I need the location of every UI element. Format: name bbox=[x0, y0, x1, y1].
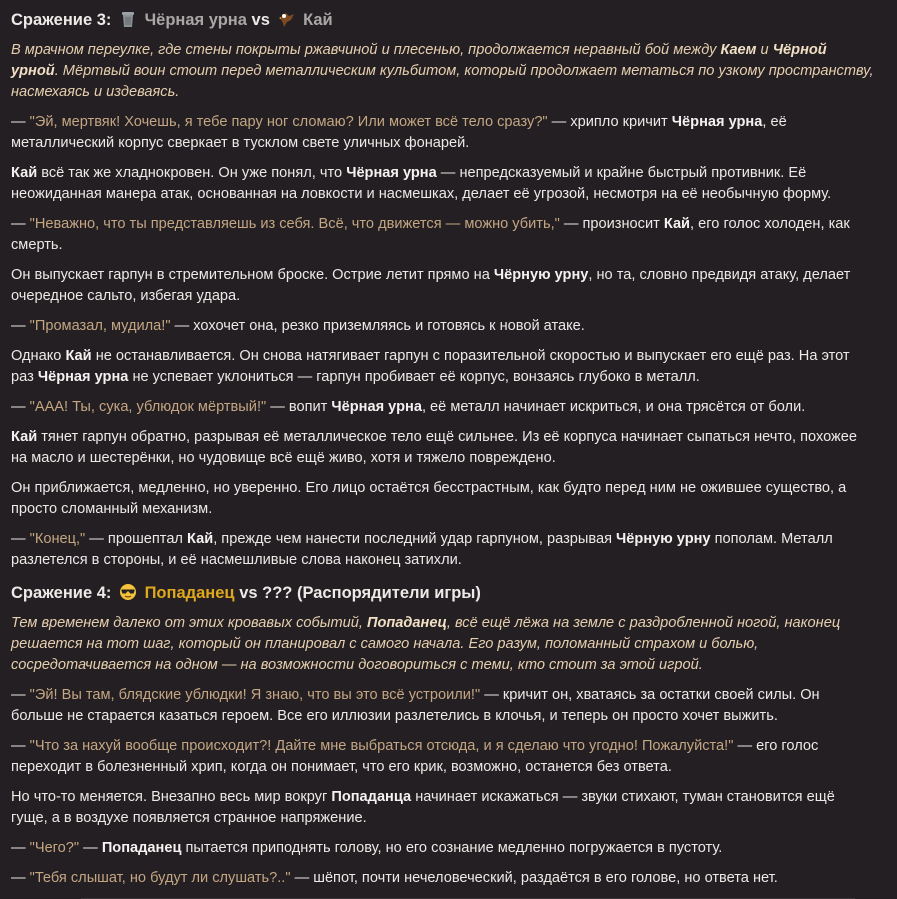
character-name: Кай bbox=[65, 348, 92, 364]
heading-prefix: Сражение 4: bbox=[11, 584, 112, 602]
text-span: — кричит он, хватаясь за остатки своей силы. Он больше не старается казаться героем. Все его иллюзии разлетелись в клочья, и теперь он просто хочет выжить. bbox=[11, 687, 820, 724]
fighter-b: ??? (Распорядители игры) bbox=[262, 584, 481, 602]
character-name: Чёрная урна bbox=[346, 165, 437, 181]
text-span: — bbox=[11, 399, 30, 415]
heading-prefix: Сражение 3: bbox=[11, 11, 112, 29]
text-span: В мрачном переулке, где стены покрыты ржавчиной и плесенью, продолжается неравный бой между bbox=[11, 42, 721, 58]
character-name: Чёрной урной bbox=[11, 42, 827, 79]
text-span: , прежде чем нанести последний удар гарпуном, разрывая bbox=[213, 531, 617, 547]
vs-label: vs bbox=[239, 584, 258, 602]
dialogue-quote: "Неважно, что ты представляешь из себя. Всё, что движется — можно убить," bbox=[29, 216, 560, 232]
dialogue-quote: "Чего?" bbox=[29, 840, 80, 856]
sunglasses-face-icon bbox=[119, 583, 137, 601]
section-body bbox=[11, 613, 875, 889]
battle-section-4 bbox=[11, 581, 875, 899]
text-span: , всё ещё лёжа на земле с раздробленной ногой, наконец решается на тот шаг, который он планировал с самого начала. Его разум, поломанный страхом и болью, сосредотачивается на одном — на возможности договориться с теми, кто стоит за этой игрой. bbox=[11, 615, 841, 673]
story-paragraph bbox=[11, 265, 875, 307]
text-span: — хохочет она, резко приземляясь и готовясь к новой атаке. bbox=[170, 318, 585, 334]
battle-section-3 bbox=[11, 8, 875, 571]
text-span: пополам. Металл разлетелся в стороны, и её насмешливые слова наконец затихли. bbox=[11, 531, 833, 568]
story-paragraph bbox=[11, 838, 875, 859]
text-span: не успевает уклониться — гарпун пробивает её корпус, вонзаясь глубоко в металл. bbox=[128, 369, 700, 385]
story-paragraph bbox=[11, 316, 875, 337]
text-span: Он выпускает гарпун в стремительном броске. Острие летит прямо на bbox=[11, 267, 494, 283]
text-span: Он приближается, медленно, но уверенно. Его лицо остаётся бесстрастным, как будто перед ним не ожившее существо, а просто сломанный механизм. bbox=[11, 480, 847, 517]
fighter-a: Чёрная урна bbox=[144, 11, 247, 29]
text-span: — произносит bbox=[559, 216, 664, 232]
character-name: Чёрная урна bbox=[671, 114, 763, 130]
section-heading bbox=[11, 8, 875, 32]
section-heading bbox=[11, 581, 875, 605]
character-name: Попаданца bbox=[331, 789, 412, 805]
text-span: Тем временем далеко от этих кровавых событий, bbox=[11, 615, 367, 631]
text-span: и bbox=[756, 42, 773, 58]
text-span: — bbox=[11, 738, 30, 754]
character-name: Кай bbox=[663, 216, 691, 232]
text-span: — непредсказуемый и крайне быстрый противник. Её неожиданная манера атак, основанная на ловкости и насмешках, делает её угрозой, несмотря на её необычную форму. bbox=[11, 165, 832, 202]
text-span: — bbox=[11, 840, 30, 856]
text-span: , её металлический корпус сверкает в тусклом свете уличных фонарей. bbox=[11, 114, 787, 151]
fighter-b: Кай bbox=[303, 11, 333, 29]
text-span: — bbox=[11, 114, 30, 130]
dialogue-quote: "Тебя слышат, но будут ли слушать?.." bbox=[29, 870, 291, 886]
text-span: — хрипло кричит bbox=[547, 114, 672, 130]
story-paragraph bbox=[11, 427, 875, 469]
story-paragraph bbox=[11, 868, 875, 889]
text-span: — bbox=[11, 531, 30, 547]
narration-paragraph bbox=[11, 40, 875, 103]
dialogue-quote: "Промазал, мудила!" bbox=[29, 318, 171, 334]
text-span: пытается приподнять голову, но его сознание медленно погружается в пустоту. bbox=[181, 840, 723, 856]
story-paragraph bbox=[11, 478, 875, 520]
character-name: Кай bbox=[187, 531, 214, 547]
eagle-icon bbox=[278, 10, 296, 28]
dialogue-quote: "Эй! Вы там, блядские ублюдки! Я знаю, что вы это всё устроили!" bbox=[29, 687, 481, 703]
fighter-a: Попаданец bbox=[144, 584, 235, 602]
text-span: — шёпот, почти нечеловеческий, раздаётся в его голове, но ответа нет. bbox=[290, 870, 778, 886]
story-paragraph bbox=[11, 163, 875, 205]
character-name: Кай bbox=[11, 165, 38, 181]
text-span: , его голос холоден, как смерть. bbox=[11, 216, 850, 253]
text-span: — вопит bbox=[266, 399, 332, 415]
character-name: Каем bbox=[720, 42, 757, 58]
text-span: Однако bbox=[11, 348, 66, 364]
section-body bbox=[11, 40, 875, 571]
text-span: , её металл начинает искриться, и она трясётся от боли. bbox=[421, 399, 806, 415]
text-span: начинает искажаться — звуки стихают, туман становится ещё гуще, а в воздухе появляется странное напряжение. bbox=[11, 789, 835, 826]
character-name: Попаданец bbox=[366, 615, 447, 631]
text-span: — bbox=[11, 870, 30, 886]
text-span: — bbox=[11, 687, 30, 703]
story-paragraph bbox=[11, 346, 875, 388]
text-span: , но та, словно предвидя атаку, делает очередное сальто, избегая удара. bbox=[11, 267, 851, 304]
dialogue-quote: "Эй, мертвяк! Хочешь, я тебе пару ног сломаю? Или может всё тело сразу?" bbox=[29, 114, 548, 130]
narration-paragraph bbox=[11, 613, 875, 676]
text-span: — bbox=[11, 216, 30, 232]
text-span: всё так же хладнокровен. Он уже понял, что bbox=[37, 165, 347, 181]
story-paragraph bbox=[11, 214, 875, 256]
character-name: Чёрную урну bbox=[616, 531, 711, 547]
story-paragraph bbox=[11, 112, 875, 154]
dialogue-quote: "Что за нахуй вообще происходит?! Дайте мне выбраться отсюда, и я сделаю что угодно! Пожалуйста!" bbox=[29, 738, 734, 754]
story-paragraph bbox=[11, 529, 875, 571]
character-name: Чёрная урна bbox=[37, 369, 129, 385]
text-span: — bbox=[79, 840, 102, 856]
vs-label: vs bbox=[251, 11, 270, 29]
trash-can-icon bbox=[119, 10, 137, 28]
character-name: Кай bbox=[11, 429, 38, 445]
story-paragraph bbox=[11, 685, 875, 727]
text-span: — bbox=[11, 318, 30, 334]
character-name: Попаданец bbox=[101, 840, 182, 856]
character-name: Чёрную урну bbox=[493, 267, 589, 283]
text-span: — его голос переходит в болезненный хрип, когда он понимает, что его крик, возможно, останется без ответа. bbox=[11, 738, 819, 775]
text-span: Но что-то меняется. Внезапно весь мир вокруг bbox=[11, 789, 332, 805]
text-span: не останавливается. Он снова натягивает гарпун с поразительной скоростью и выпускает его ещё раз. На этот раз bbox=[11, 348, 850, 385]
story-paragraph bbox=[11, 397, 875, 418]
text-span: тянет гарпун обратно, разрывая её металлическое тело ещё сильнее. Из её корпуса начинает сыпаться нечто, похожее на масло и шестерёнки, но чудовище всё ещё живо, хотя и тяжело повреждено. bbox=[11, 429, 858, 466]
text-span: — прошептал bbox=[85, 531, 188, 547]
character-name: Чёрная урна bbox=[331, 399, 422, 415]
story-paragraph bbox=[11, 787, 875, 829]
dialogue-quote: "ААА! Ты, сука, ублюдок мёртвый!" bbox=[29, 399, 267, 415]
dialogue-quote: "Конец," bbox=[29, 531, 86, 547]
story-paragraph bbox=[11, 736, 875, 778]
text-span: . Мёртвый воин стоит перед металлическим кульбитом, который продолжает метаться по узкому пространству, насмехаясь и издеваясь. bbox=[11, 63, 874, 100]
